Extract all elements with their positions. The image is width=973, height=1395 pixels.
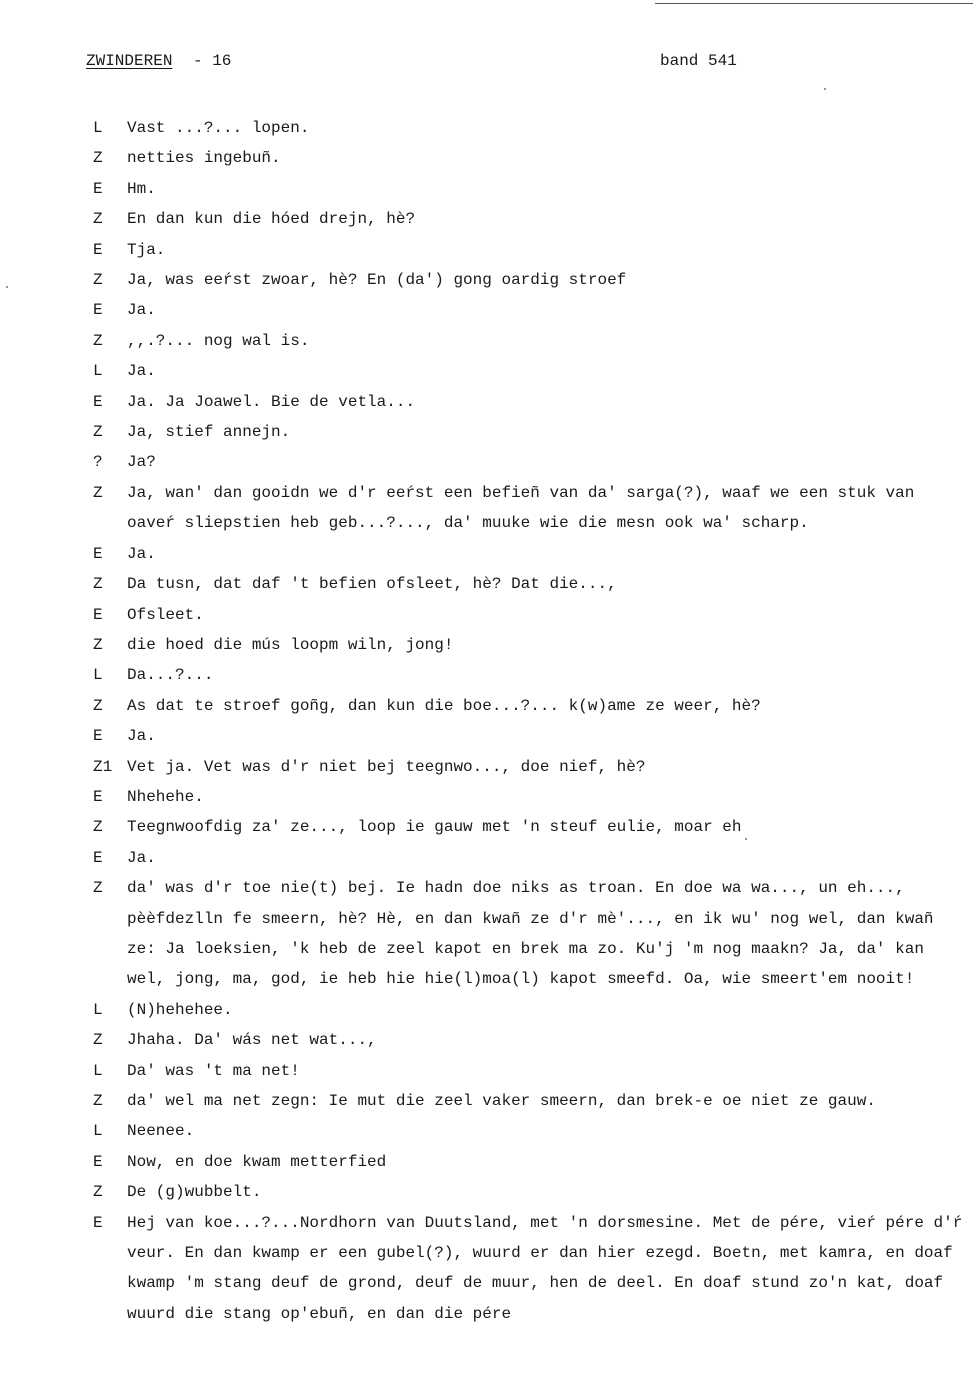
speaker-label: Z bbox=[93, 635, 103, 654]
speaker-label: Z1 bbox=[93, 757, 113, 776]
utterance-text: Da tusn, dat daf 't befien ofsleet, hè? Dat die..., bbox=[127, 575, 617, 594]
transcript-line bbox=[93, 752, 963, 782]
utterance-text: Ja, stief annejn. bbox=[127, 423, 291, 442]
speaker-label: E bbox=[93, 787, 103, 806]
speaker-label: Z bbox=[93, 1183, 103, 1202]
transcript-line bbox=[93, 113, 963, 143]
utterance-text: En dan kun die hóed drejn, hè? bbox=[127, 210, 416, 229]
scan-speck bbox=[824, 88, 826, 90]
scan-speck bbox=[6, 286, 8, 288]
transcript-line bbox=[93, 873, 963, 995]
speaker-label: Z bbox=[93, 423, 103, 442]
transcript-line bbox=[93, 265, 963, 295]
transcript-line bbox=[93, 174, 963, 204]
speaker-label: E bbox=[93, 392, 103, 411]
utterance-text: Ja? bbox=[127, 453, 156, 472]
utterance-text: Da...?... bbox=[127, 666, 214, 685]
speaker-label: E bbox=[93, 605, 103, 624]
utterance-text: Da' was 't ma net! bbox=[127, 1061, 300, 1080]
transcript-line bbox=[93, 326, 963, 356]
speaker-label: Z bbox=[93, 575, 103, 594]
utterance-text: Ja. bbox=[127, 301, 156, 320]
transcript-line bbox=[93, 995, 963, 1025]
scan-speck bbox=[745, 838, 747, 840]
transcript bbox=[93, 113, 963, 1329]
speaker-label: L bbox=[93, 666, 103, 685]
transcript-line bbox=[93, 143, 963, 173]
speaker-label: E bbox=[93, 301, 103, 320]
page-number: - 16 bbox=[193, 52, 232, 70]
transcript-line bbox=[93, 812, 963, 842]
transcript-line bbox=[93, 600, 963, 630]
page-header bbox=[86, 52, 973, 82]
utterance-text: Teegnwoofdig za' ze..., loop ie gauw met 'n steuf eulie, moar eh bbox=[127, 818, 742, 837]
utterance-text: die hoed die mús loopm wiln, jong! bbox=[127, 635, 454, 654]
transcript-line bbox=[93, 660, 963, 690]
speaker-label: L bbox=[93, 362, 103, 381]
speaker-label: E bbox=[93, 544, 103, 563]
transcript-line bbox=[93, 782, 963, 812]
speaker-label: Z bbox=[93, 879, 103, 898]
transcript-line bbox=[93, 1177, 963, 1207]
utterance-text: Now, en doe kwam metterfied bbox=[127, 1152, 387, 1171]
speaker-label: Z bbox=[93, 331, 103, 350]
speaker-label: Z bbox=[93, 210, 103, 229]
utterance-text: da' wel ma net zegn: Ie mut die zeel vaker smeern, dan brek-e oe niet ze gauw. bbox=[127, 1092, 876, 1110]
transcript-line bbox=[93, 204, 963, 234]
speaker-label: Z bbox=[93, 1031, 103, 1050]
speaker-label: Z bbox=[93, 1092, 103, 1110]
utterance-text: Ja. bbox=[127, 848, 156, 867]
transcript-line bbox=[93, 1086, 963, 1116]
transcript-line bbox=[93, 691, 963, 721]
utterance-text: Ofsleet. bbox=[127, 605, 204, 624]
utterance-text: Ja, wan' dan gooidn we d'r eeŕst een befieñ van da' sarga(?), waaf we een stuk van oaveŕ sliepstien heb geb...?..., da' muuke wie die mesn ook wa' scharp. bbox=[127, 483, 915, 533]
speaker-label: E bbox=[93, 1152, 103, 1171]
utterance-text: Ja. Ja Joawel. Bie de vetla... bbox=[127, 392, 416, 411]
speaker-label: E bbox=[93, 179, 103, 198]
transcript-line bbox=[93, 569, 963, 599]
utterance-text: ,,.?... nog wal is. bbox=[127, 331, 310, 350]
utterance-text: da' was d'r toe nie(t) bej. Ie hadn doe niks as troan. En doe wa wa..., un eh..., pèèfdezlln fe smeern, hè? Hè, en dan kwañ ze d'r mè'..., en ik wu' nog wel, dan kwañ ze: Ja loeksien, 'k heb de zeel kapot en brek ma zo. Ku'j 'm nog maakn? Ja, da' kan wel, jong, ma, god, ie heb hie hie(l)moa(l) kapot smeefd. Oa, wie smeert'em nooit! bbox=[127, 879, 934, 989]
transcript-line bbox=[93, 1147, 963, 1177]
utterance-text: Ja, was eeŕst zwoar, hè? En (da') gong oardig stroef bbox=[127, 271, 627, 290]
utterance-text: Hej van koe...?...Nordhorn van Duutsland, met 'n dorsmesine. Met de pére, vieŕ pére d'ŕ veur. En dan kwamp er een gubel(?), wuurd er dan hier ezegd. Boetn, met kamra, en doaf kwamp 'm stang deuf de grond, deuf de muur, hen de deel. En doaf stund zo'n kat, doaf wuurd die stang op'ebuñ, en dan die pére bbox=[127, 1213, 963, 1323]
band-number: band 541 bbox=[660, 52, 737, 70]
transcript-line bbox=[93, 447, 963, 477]
speaker-label: E bbox=[93, 848, 103, 867]
speaker-label: L bbox=[93, 119, 103, 137]
transcript-line bbox=[93, 1056, 963, 1086]
transcript-line bbox=[93, 387, 963, 417]
speaker-label: L bbox=[93, 1000, 103, 1019]
utterance-text: Hm. bbox=[127, 179, 156, 198]
utterance-text: Neenee. bbox=[127, 1122, 195, 1141]
top-rule bbox=[655, 3, 973, 4]
transcript-line bbox=[93, 1208, 963, 1330]
transcript-line bbox=[93, 356, 963, 386]
transcript-line bbox=[93, 295, 963, 325]
speaker-label: Z bbox=[93, 483, 103, 502]
utterance-text: De (g)wubbelt. bbox=[127, 1183, 262, 1202]
utterance-text: (N)hehehee. bbox=[127, 1000, 233, 1019]
transcript-line bbox=[93, 721, 963, 751]
utterance-text: Nhehehe. bbox=[127, 787, 204, 806]
speaker-label: E bbox=[93, 727, 103, 746]
utterance-text: Vast ...?... lopen. bbox=[127, 119, 310, 137]
speaker-label: E bbox=[93, 1213, 103, 1232]
speaker-label: Z bbox=[93, 696, 103, 715]
utterance-text: Ja. bbox=[127, 362, 156, 381]
speaker-label: Z bbox=[93, 271, 103, 290]
utterance-text: netties ingebuñ. bbox=[127, 149, 281, 168]
transcript-line bbox=[93, 1116, 963, 1146]
speaker-label: L bbox=[93, 1061, 103, 1080]
speaker-label: Z bbox=[93, 818, 103, 837]
transcript-line bbox=[93, 417, 963, 447]
utterance-text: Vet ja. Vet was d'r niet bej teegnwo..., doe nief, hè? bbox=[127, 757, 646, 776]
speaker-label: ? bbox=[93, 453, 103, 472]
transcript-line bbox=[93, 1025, 963, 1055]
utterance-text: Ja. bbox=[127, 544, 156, 563]
speaker-label: L bbox=[93, 1122, 103, 1141]
transcript-line bbox=[93, 539, 963, 569]
transcript-line bbox=[93, 843, 963, 873]
document-title: ZWINDEREN bbox=[86, 52, 173, 70]
utterance-text: Ja. bbox=[127, 727, 156, 746]
utterance-text: As dat te stroef goñg, dan kun die boe...?... k(w)ame ze weer, hè? bbox=[127, 696, 761, 715]
utterance-text: Jhaha. Da' wás net wat..., bbox=[127, 1031, 377, 1050]
speaker-label: Z bbox=[93, 149, 103, 168]
transcript-line bbox=[93, 235, 963, 265]
speaker-label: E bbox=[93, 240, 103, 259]
transcript-line bbox=[93, 630, 963, 660]
transcript-line bbox=[93, 478, 963, 539]
utterance-text: Tja. bbox=[127, 240, 166, 259]
